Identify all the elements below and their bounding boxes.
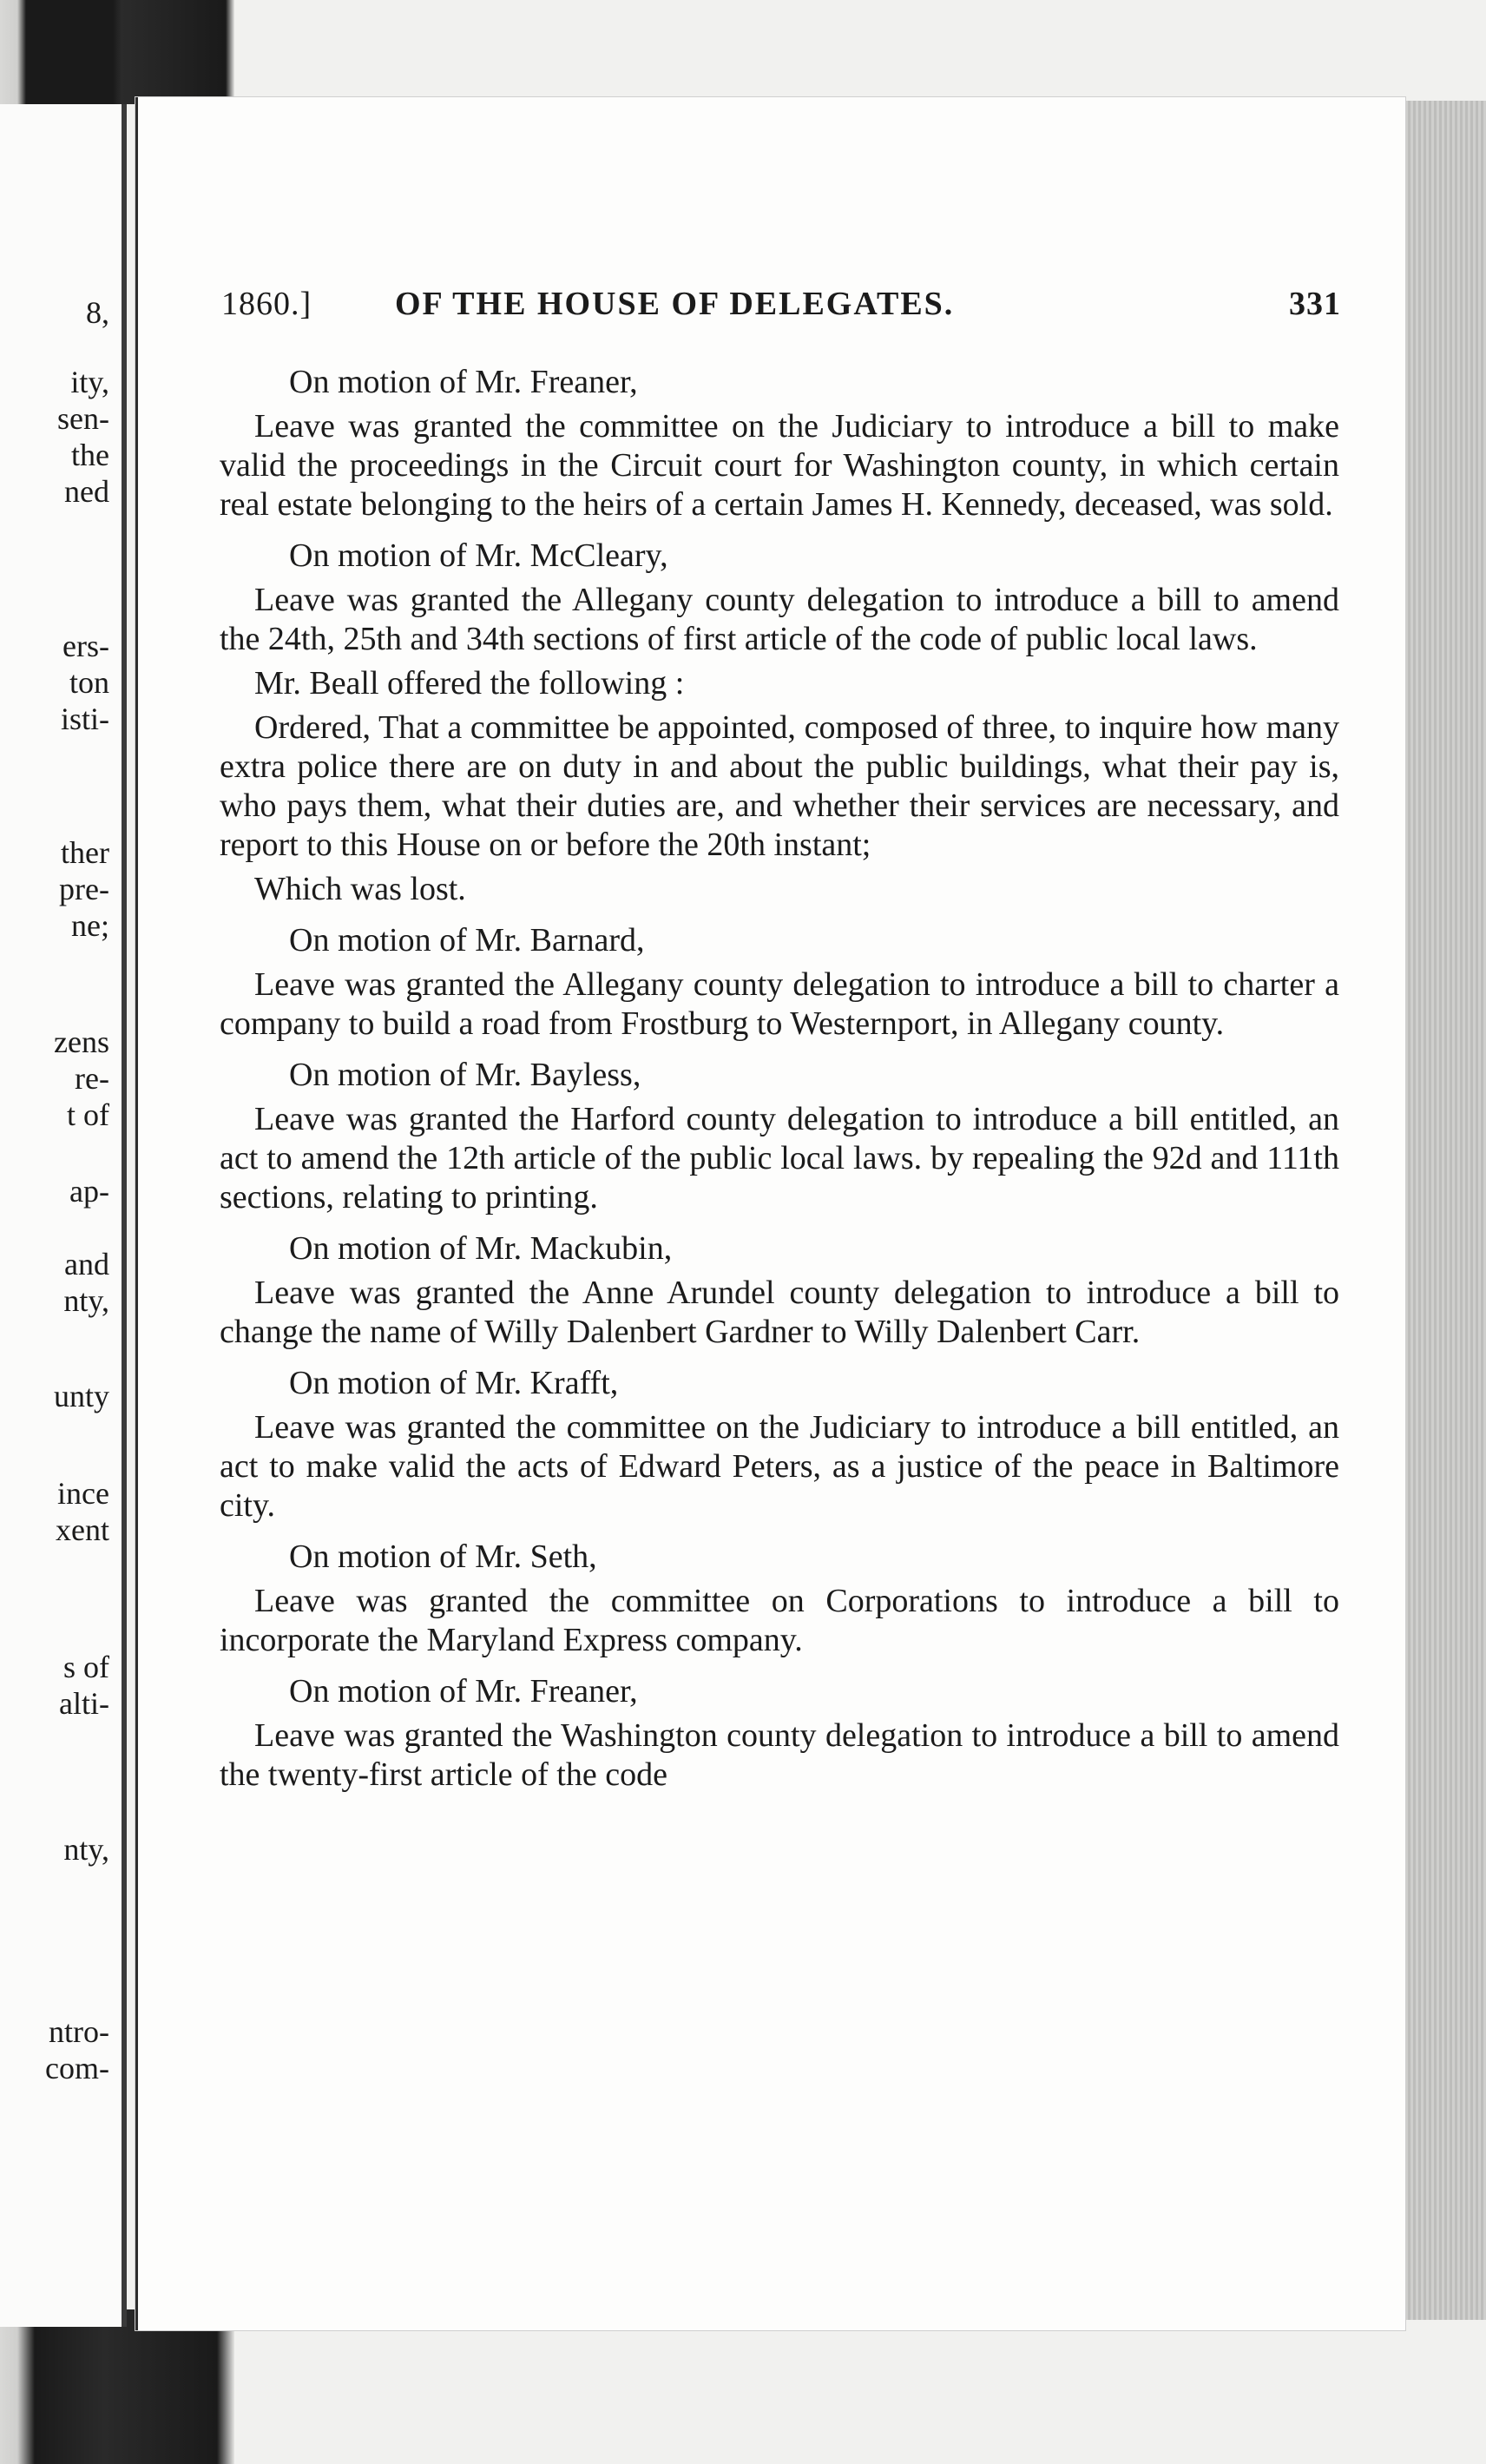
left-page-fragment: and xyxy=(64,1247,109,1281)
motion-line: On motion of Mr. McCleary, xyxy=(289,537,668,574)
paragraph: Leave was granted the committee on the Judiciary to introduce a bill entitled, an act to make valid the acts of Edward Peters, as a justice of the peace in Baltimore city. xyxy=(220,1409,1339,1524)
left-page-fragment: alti- xyxy=(59,1686,109,1721)
left-page-fragment: ned xyxy=(64,474,109,509)
left-facing-page xyxy=(0,104,127,2327)
left-page-fragment: nty, xyxy=(63,1283,109,1318)
left-page-fragment: xent xyxy=(56,1512,109,1547)
motion-line: On motion of Mr. Seth, xyxy=(289,1538,597,1575)
paragraph: Ordered, That a committee be appointed, composed of three, to inquire how many extra police there are on duty in and about the public buildings, what their pay is, who pays them, what their duties are, and whether their services are necessary, and report to this House on or before the 20th instant; xyxy=(220,709,1339,863)
left-page-fragment: ap- xyxy=(69,1174,109,1209)
left-page-fragment: the xyxy=(71,438,109,472)
left-page-fragment: pre- xyxy=(59,872,109,906)
left-page-fragment: ince xyxy=(57,1476,109,1511)
motion-line: On motion of Mr. Bayless, xyxy=(289,1057,641,1093)
left-page-fragment: ne; xyxy=(71,908,109,943)
motion-line: On motion of Mr. Barnard, xyxy=(289,922,645,959)
left-page-fragment: com- xyxy=(45,2051,109,2085)
statement-line: Which was lost. xyxy=(254,871,466,907)
left-page-fragment: ton xyxy=(69,665,109,700)
left-page-fragment: isti- xyxy=(60,702,109,736)
paragraph: Leave was granted the Harford county delegation to introduce a bill entitled, an act to amend the 12th article of the public local laws. by repealing the 92d and 111th sections, relating to printing. xyxy=(220,1101,1339,1216)
left-page-fragment: 8, xyxy=(86,295,109,330)
page-edge-stack xyxy=(1397,101,1486,2320)
left-page-fragment: nty, xyxy=(63,1832,109,1867)
left-page-fragment: zens xyxy=(54,1024,109,1059)
paragraph: Leave was granted the Anne Arundel county delegation to introduce a bill to change the name of Willy Dalenbert Gardner to Willy Dalenbert Carr. xyxy=(220,1275,1339,1350)
page-number: 331 xyxy=(1289,286,1341,322)
left-page-fragment: sen- xyxy=(57,401,109,436)
left-page-fragment: ity, xyxy=(70,365,109,399)
paragraph: Leave was granted the Washington county delegation to introduce a bill to amend the twenty-first article of the code xyxy=(220,1717,1339,1793)
left-page-fragment: ntro- xyxy=(49,2014,109,2049)
motion-line: On motion of Mr. Krafft, xyxy=(289,1365,619,1401)
statement-line: Mr. Beall offered the following : xyxy=(254,665,685,702)
left-page-fragment: t of xyxy=(67,1097,109,1132)
motion-line: On motion of Mr. Mackubin, xyxy=(289,1230,673,1267)
running-head xyxy=(221,285,1341,337)
left-page-fragment: ers- xyxy=(62,629,109,663)
left-page-fragment: unty xyxy=(53,1379,109,1413)
left-page-fragment: s of xyxy=(63,1650,109,1684)
paragraph: Leave was granted the committee on the Judiciary to introduce a bill to make valid the proceedings in the Circuit court for Washington county, in which certain real estate belonging to the heirs of a certain James H. Kennedy, deceased, was sold. xyxy=(220,408,1339,523)
book-page xyxy=(135,97,1405,2330)
header-title: OF THE HOUSE OF DELEGATES. xyxy=(395,286,955,322)
motion-line: On motion of Mr. Freaner, xyxy=(289,1673,638,1710)
header-year: 1860.] xyxy=(221,286,312,322)
motion-line: On motion of Mr. Freaner, xyxy=(289,364,638,400)
binding-shadow-bottom xyxy=(0,2309,234,2464)
paragraph: Leave was granted the Allegany county delegation to introduce a bill to amend the 24th, 25th and 34th sections of first article of the code of public local laws. xyxy=(220,582,1339,657)
page-body xyxy=(220,351,1339,1795)
paragraph: Leave was granted the Allegany county delegation to introduce a bill to charter a company to build a road from Frostburg to Westernport, in Allegany county. xyxy=(220,966,1339,1042)
binding-shadow-top xyxy=(0,0,234,104)
paragraph: Leave was granted the committee on Corporations to introduce a bill to incorporate the Maryland Express company. xyxy=(220,1583,1339,1658)
left-page-fragment: re- xyxy=(75,1061,109,1096)
left-page-fragment: ther xyxy=(61,835,109,870)
